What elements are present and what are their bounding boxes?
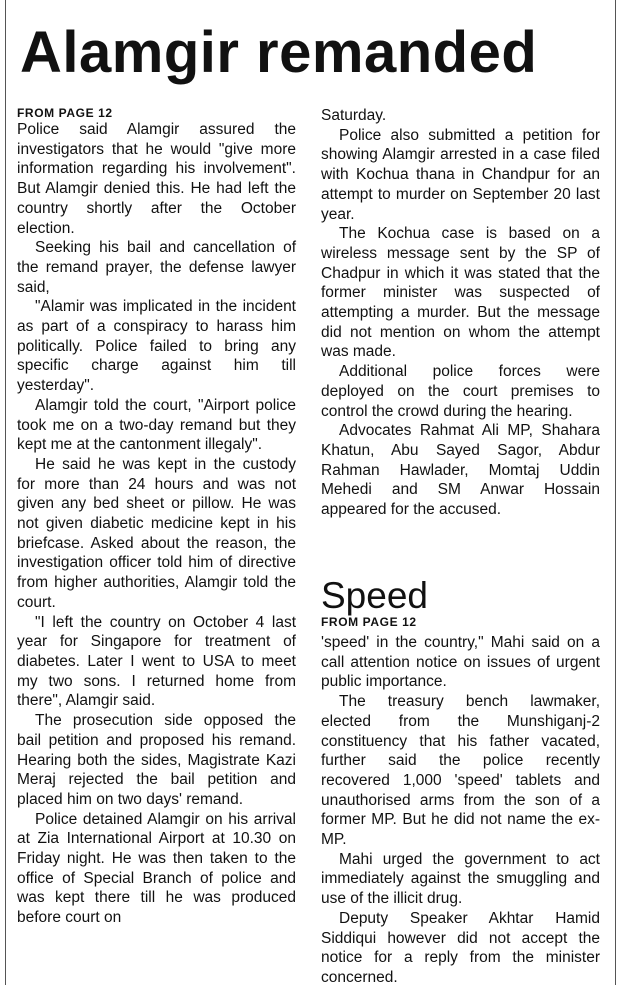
paragraph: Police detained Alamgir on his arrival at Zia International Airport at 10.30 on Friday night. He was then taken to the office of Special Branch of police and was kept there till he was produced before court on: [17, 810, 296, 927]
main-story-kicker: FROM PAGE 12: [17, 106, 113, 120]
paragraph: The Kochua case is based on a wireless message sent by the SP of Chadpur in which it was stated that the former minister was suspected of attempting a murder. But the message did not mention on whom the attempt was made.: [321, 225, 600, 361]
main-story-left-column: [17, 106, 296, 928]
headline: Alamgir remanded: [20, 20, 538, 85]
paragraph: The treasury bench lawmaker, elected from the Munshiganj-2 constituency that his father vacated, further said the police recently recovered 1,000 'speed' tablets and unauthorised arms from the son of a former MP. But he did not name the ex-MP.: [321, 693, 600, 849]
paragraph: Advocates Rahmat Ali MP, Shahara Khatun, Abu Sayed Sagor, Abdur Rahman Hawlader, Momtaj Uddin Mehedi and SM Anwar Hossain appeared for the accused.: [321, 422, 600, 519]
paragraph: Saturday.: [321, 107, 387, 124]
paragraph: Additional police forces were deployed on the court premises to control the crowd during the hearing.: [321, 363, 600, 420]
page-border-left: [5, 0, 6, 985]
page-border-right: [615, 0, 616, 985]
paragraph: Seeking his bail and cancellation of the remand prayer, the defense lawyer said,: [17, 239, 296, 296]
main-story-right-column: [321, 106, 600, 520]
paragraph: Police said Alamgir assured the investigators that he would "give more information regarding his involvement". But Alamgir denied this. He had left the country shortly after the October election.: [17, 121, 296, 237]
paragraph: 'speed' in the country," Mahi said on a call attention notice on issues of urgent public importance.: [321, 634, 600, 691]
paragraph: "Alamir was implicated in the incident as part of a conspiracy to harass him politically. Police failed to bring any specific charge against him till yesterday".: [17, 298, 296, 395]
paragraph: He said he was kept in the custody for more than 24 hours and was not given any bed sheet or pillow. He was not given diabetic medicine kept in his briefcase. Asked about the reason, the investigation officer told him of directive from higher authorities, Alamgir told the court.: [17, 455, 296, 611]
speed-story-kicker: FROM PAGE 12: [321, 615, 417, 629]
paragraph: Mahi urged the government to act immediately against the smuggling and use of the illicit drug.: [321, 850, 600, 908]
paragraph: Police also submitted a petition for showing Alamgir arrested in a case filed with Kochua thana in Chandpur for an attempt to murder on September 20 last year.: [321, 126, 600, 223]
paragraph: "I left the country on October 4 last year for Singapore for treatment of diabetes. Later I went to USA to meet my two sons. I returned home from there", Alamgir said.: [17, 613, 296, 710]
speed-headline: Speed: [321, 575, 428, 616]
paragraph: Deputy Speaker Akhtar Hamid Siddiqui however did not accept the notice for a reply from the minister concerned.: [321, 909, 600, 986]
paragraph: The prosecution side opposed the bail petition and proposed his remand. Hearing both the sides, Magistrate Kazi Meraj rejected the bail petition and placed him on two days' remand.: [17, 712, 296, 808]
speed-story-column: [321, 633, 600, 988]
paragraph: Alamgir told the court, "Airport police took me on a two-day remand but they kept me at the cantonment illegaly".: [17, 396, 296, 454]
